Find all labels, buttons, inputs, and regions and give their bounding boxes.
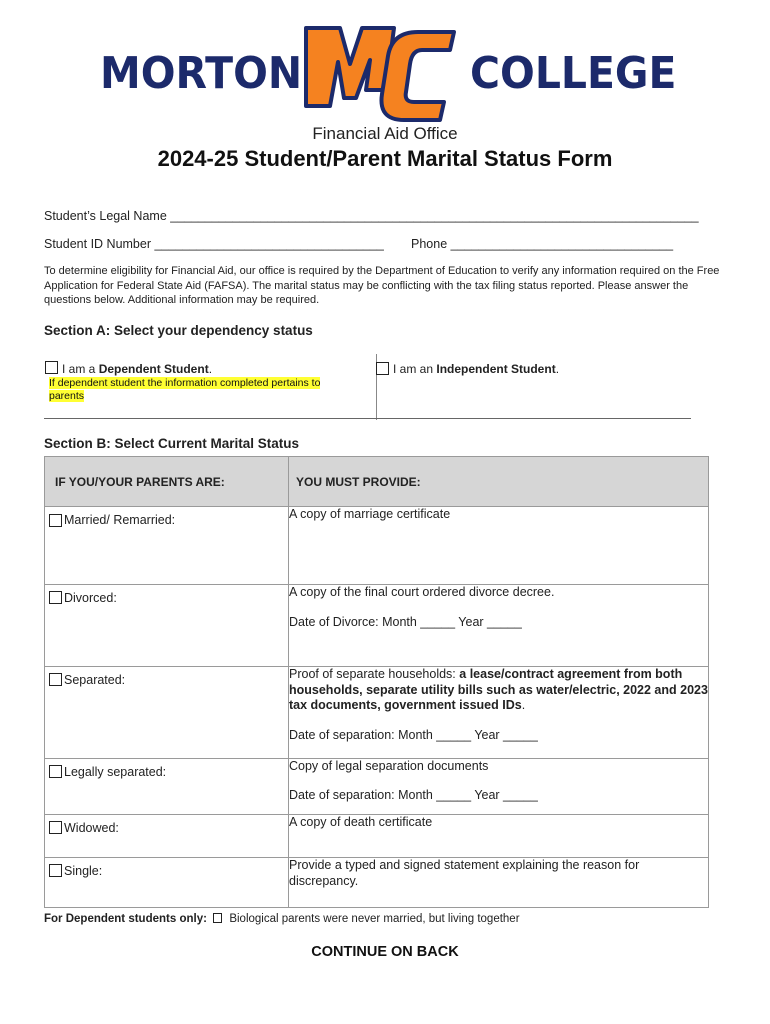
legally-separated-provide: Copy of legal separation documents — [289, 759, 489, 773]
mc-logo-icon — [300, 20, 458, 124]
section-a-heading: Section A: Select your dependency status — [44, 323, 313, 338]
divorced-provide: A copy of the final court ordered divorce decree. — [289, 585, 555, 599]
widowed-provide: A copy of death certificate — [289, 815, 433, 829]
widowed-label: Widowed: — [64, 821, 119, 835]
table-row-divorced — [45, 585, 709, 667]
legal-name-field[interactable]: Student’s Legal Name ____________________________________________________________________________ — [44, 209, 699, 223]
table-row-separated — [45, 667, 709, 759]
dependent-label: I am a Dependent Student. — [62, 362, 213, 376]
dependent-checkbox[interactable] — [45, 361, 58, 374]
married-label: Married/ Remarried: — [64, 513, 176, 527]
single-provide: Provide a typed and signed statement explaining the reason for discrepancy. — [289, 858, 640, 888]
divorce-date-field[interactable]: Date of Divorce: Month _____ Year _____ — [289, 614, 522, 629]
separation-date-field[interactable]: Date of separation: Month _____ Year _____ — [289, 727, 538, 742]
dependent-only-line: For Dependent students only: Biological parents were never married, but living together — [44, 913, 520, 925]
continue-on-back: CONTINUE ON BACK — [311, 944, 459, 960]
legally-separated-label: Legally separated: — [64, 765, 167, 779]
legal-separation-date-field[interactable]: Date of separation: Month _____ Year _____ — [289, 787, 538, 802]
separated-provide: Proof of separate households: a lease/contract agreement from both households, separate utility bills such as water/electric, 2022 and 2023 tax documents, government issued IDs. — [289, 667, 708, 712]
separated-checkbox[interactable] — [49, 673, 62, 686]
logo-right-word: COLLEGE — [470, 48, 677, 99]
intro-paragraph: To determine eligibility for Financial Aid, our office is required by the Department of Education to verify any information required on the Free Application for Federal State Aid (FAFSA). The marital status may be conflicting with the tax filing status reported. Please answer the questions below. Additional information may be required. — [44, 265, 720, 306]
table-row-married — [45, 507, 709, 585]
married-provide: A copy of marriage certificate — [289, 507, 451, 521]
divorced-checkbox[interactable] — [49, 591, 62, 604]
table-row-single — [45, 858, 709, 908]
marital-status-table — [44, 456, 709, 908]
independent-checkbox[interactable] — [376, 362, 389, 375]
table-row-legally-separated — [45, 759, 709, 815]
table-header-row — [45, 457, 709, 507]
student-id-field[interactable]: Student ID Number _________________________________ — [44, 237, 384, 251]
widowed-checkbox[interactable] — [49, 821, 62, 834]
single-checkbox[interactable] — [49, 864, 62, 877]
separated-label: Separated: — [64, 673, 126, 687]
section-a-underline — [44, 418, 691, 419]
married-checkbox[interactable] — [49, 514, 62, 527]
legally-separated-checkbox[interactable] — [49, 765, 62, 778]
col-header-provide: YOU MUST PROVIDE: — [289, 457, 709, 507]
logo-left-word: MORTON — [100, 48, 303, 99]
page-title: 2024-25 Student/Parent Marital Status Form — [157, 146, 613, 171]
office-name: Financial Aid Office — [312, 124, 458, 143]
independent-label: I am an Independent Student. — [393, 362, 560, 376]
never-married-checkbox[interactable] — [213, 913, 222, 923]
col-header-status: IF YOU/YOUR PARENTS ARE: — [45, 457, 289, 507]
single-label: Single: — [64, 864, 103, 878]
dependent-note: If dependent student the information completed pertains to parents — [49, 377, 321, 402]
table-row-widowed — [45, 815, 709, 858]
divorced-label: Divorced: — [64, 591, 117, 605]
section-b-heading: Section B: Select Current Marital Status — [44, 436, 300, 451]
phone-field[interactable]: Phone ________________________________ — [411, 237, 674, 251]
